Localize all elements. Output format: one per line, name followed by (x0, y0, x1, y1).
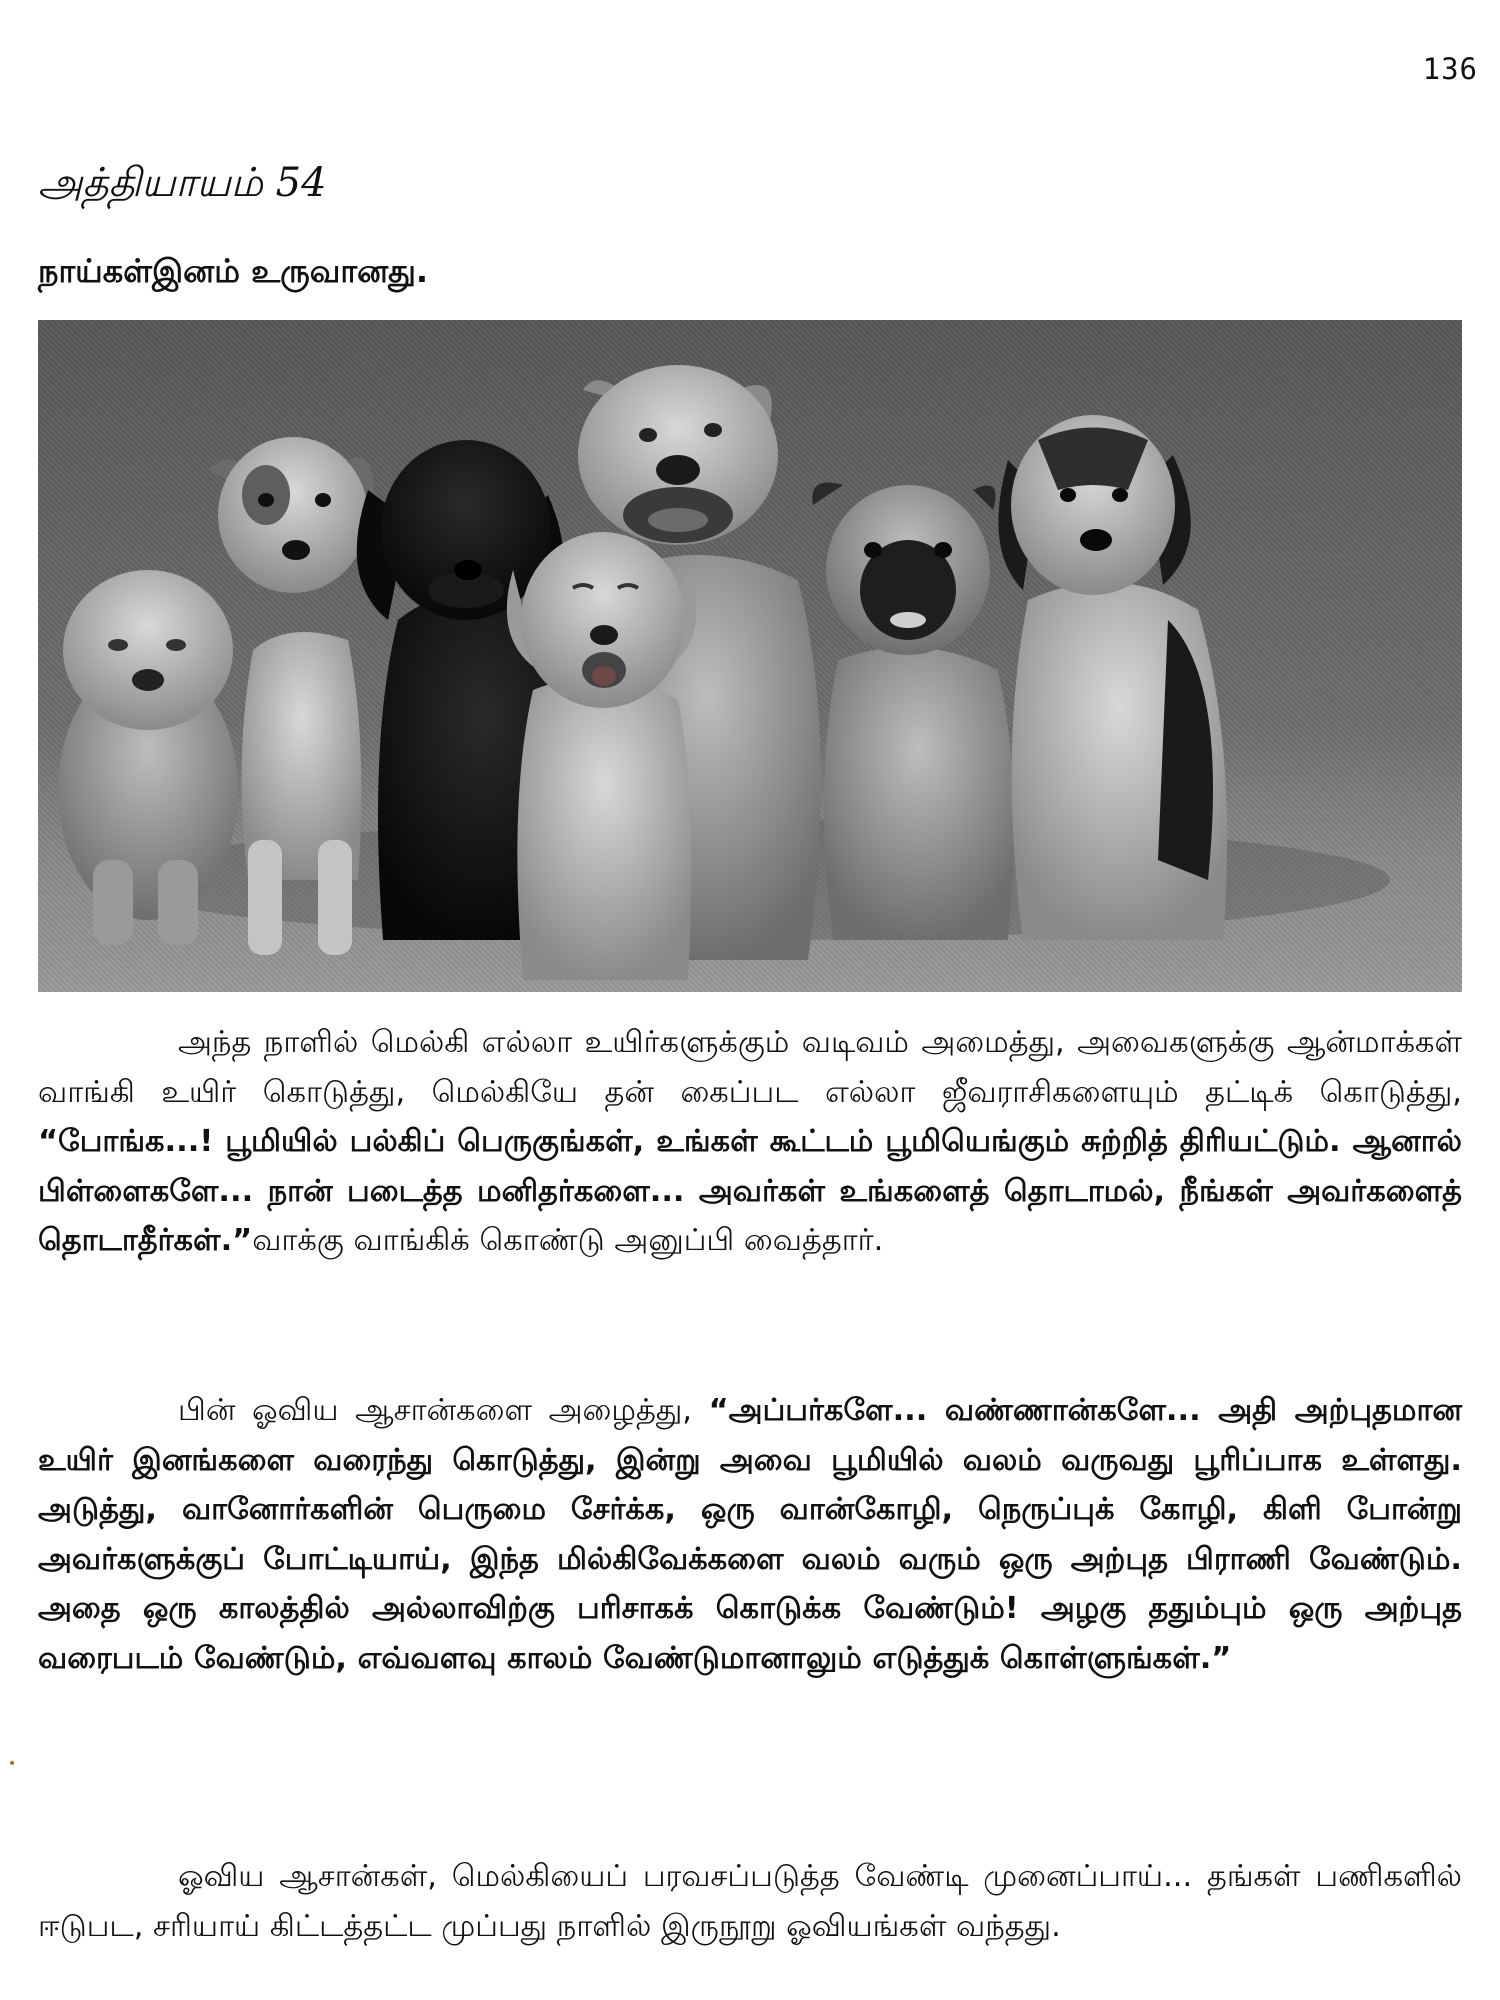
dog-pug (812, 483, 1013, 941)
paragraph-1-tail: வாக்கு வாங்கிக் கொண்டு அனுப்பி வைத்தார். (252, 1223, 884, 1258)
page-number: 136 (1422, 52, 1478, 86)
chapter-subtitle: நாய்கள்இனம் உருவானது. (38, 252, 429, 290)
paragraph-2-quote: “அப்பர்களே... வண்ணான்களே... அதி அற்புதமான உயிர் இனங்களை வரைந்து கொடுத்து, இன்று அவை பூமியில் வலம் வருவது பூரிப்பாக உள்ளது. அடுத்து, வானோர்களின் பெருமை சேர்க்க, ஒரு வான்கோழி, நெருப்புக் கோழி, கிளி போன்று அவர்களுக்குப் போட்டியாய், இந்த மில்கிவேக்களை வலம் வரும் ஒரு அற்புத பிராணி வேண்டும். அதை ஒரு காலத்தில் அல்லாவிற்கு பரிசாகக் கொடுக்க வேண்டும்! அழகு ததும்பும் ஒரு அற்புத வரைபடம் வேண்டும், எவ்வளவு காலம் வேண்டுமானாலும் எடுத்துக் கொள்ளுங்கள்.” (38, 1393, 1462, 1676)
dog-golden-puppy (507, 532, 696, 980)
paragraph-2-lead: பின் ஓவிய ஆசான்களை அழைத்து, (178, 1393, 709, 1428)
chapter-title: அத்தியாயம் 54 (38, 160, 327, 206)
paragraph-2 (38, 1386, 1462, 1683)
paragraph-1-lead: அந்த நாளில் மெல்கி எல்லா உயிர்களுக்கும் வடிவம் அமைத்து, அவைகளுக்கு ஆன்மாக்கள் வாங்கி உயிர் கொடுத்து, மெல்கியே தன் கைப்பட எல்லா ஜீவராசிகளையும் தட்டிக் கொடுத்து, (38, 1025, 1462, 1110)
dogs-photo (38, 320, 1462, 992)
paragraph-1-quote: “போங்க...! பூமியில் பல்கிப் பெருகுங்கள், உங்கள் கூட்டம் பூமியெங்கும் சுற்றித் திரியட்டும். ஆனால் பிள்ளைகளே... நான் படைத்த மனிதர்களை... அவர்கள் உங்களைத் தொடாமல், நீங்கள் அவர்களைத் தொடாதீர்கள்.” (38, 1124, 1462, 1258)
paragraph-1 (38, 1018, 1462, 1266)
stray-ink-mark: • (8, 1756, 17, 1772)
dogs-illustration (38, 320, 1462, 992)
dog-beagle (998, 415, 1227, 940)
paragraph-3: ஓவிய ஆசான்கள், மெல்கியைப் பரவசப்படுத்த வேண்டி முனைப்பாய்... தங்கள் பணிகளில் ஈடுபட, சரியாய் கிட்டத்தட்ட முப்பது நாளில் இருநூறு ஓவியங்கள் வந்தது. (38, 1859, 1462, 1944)
